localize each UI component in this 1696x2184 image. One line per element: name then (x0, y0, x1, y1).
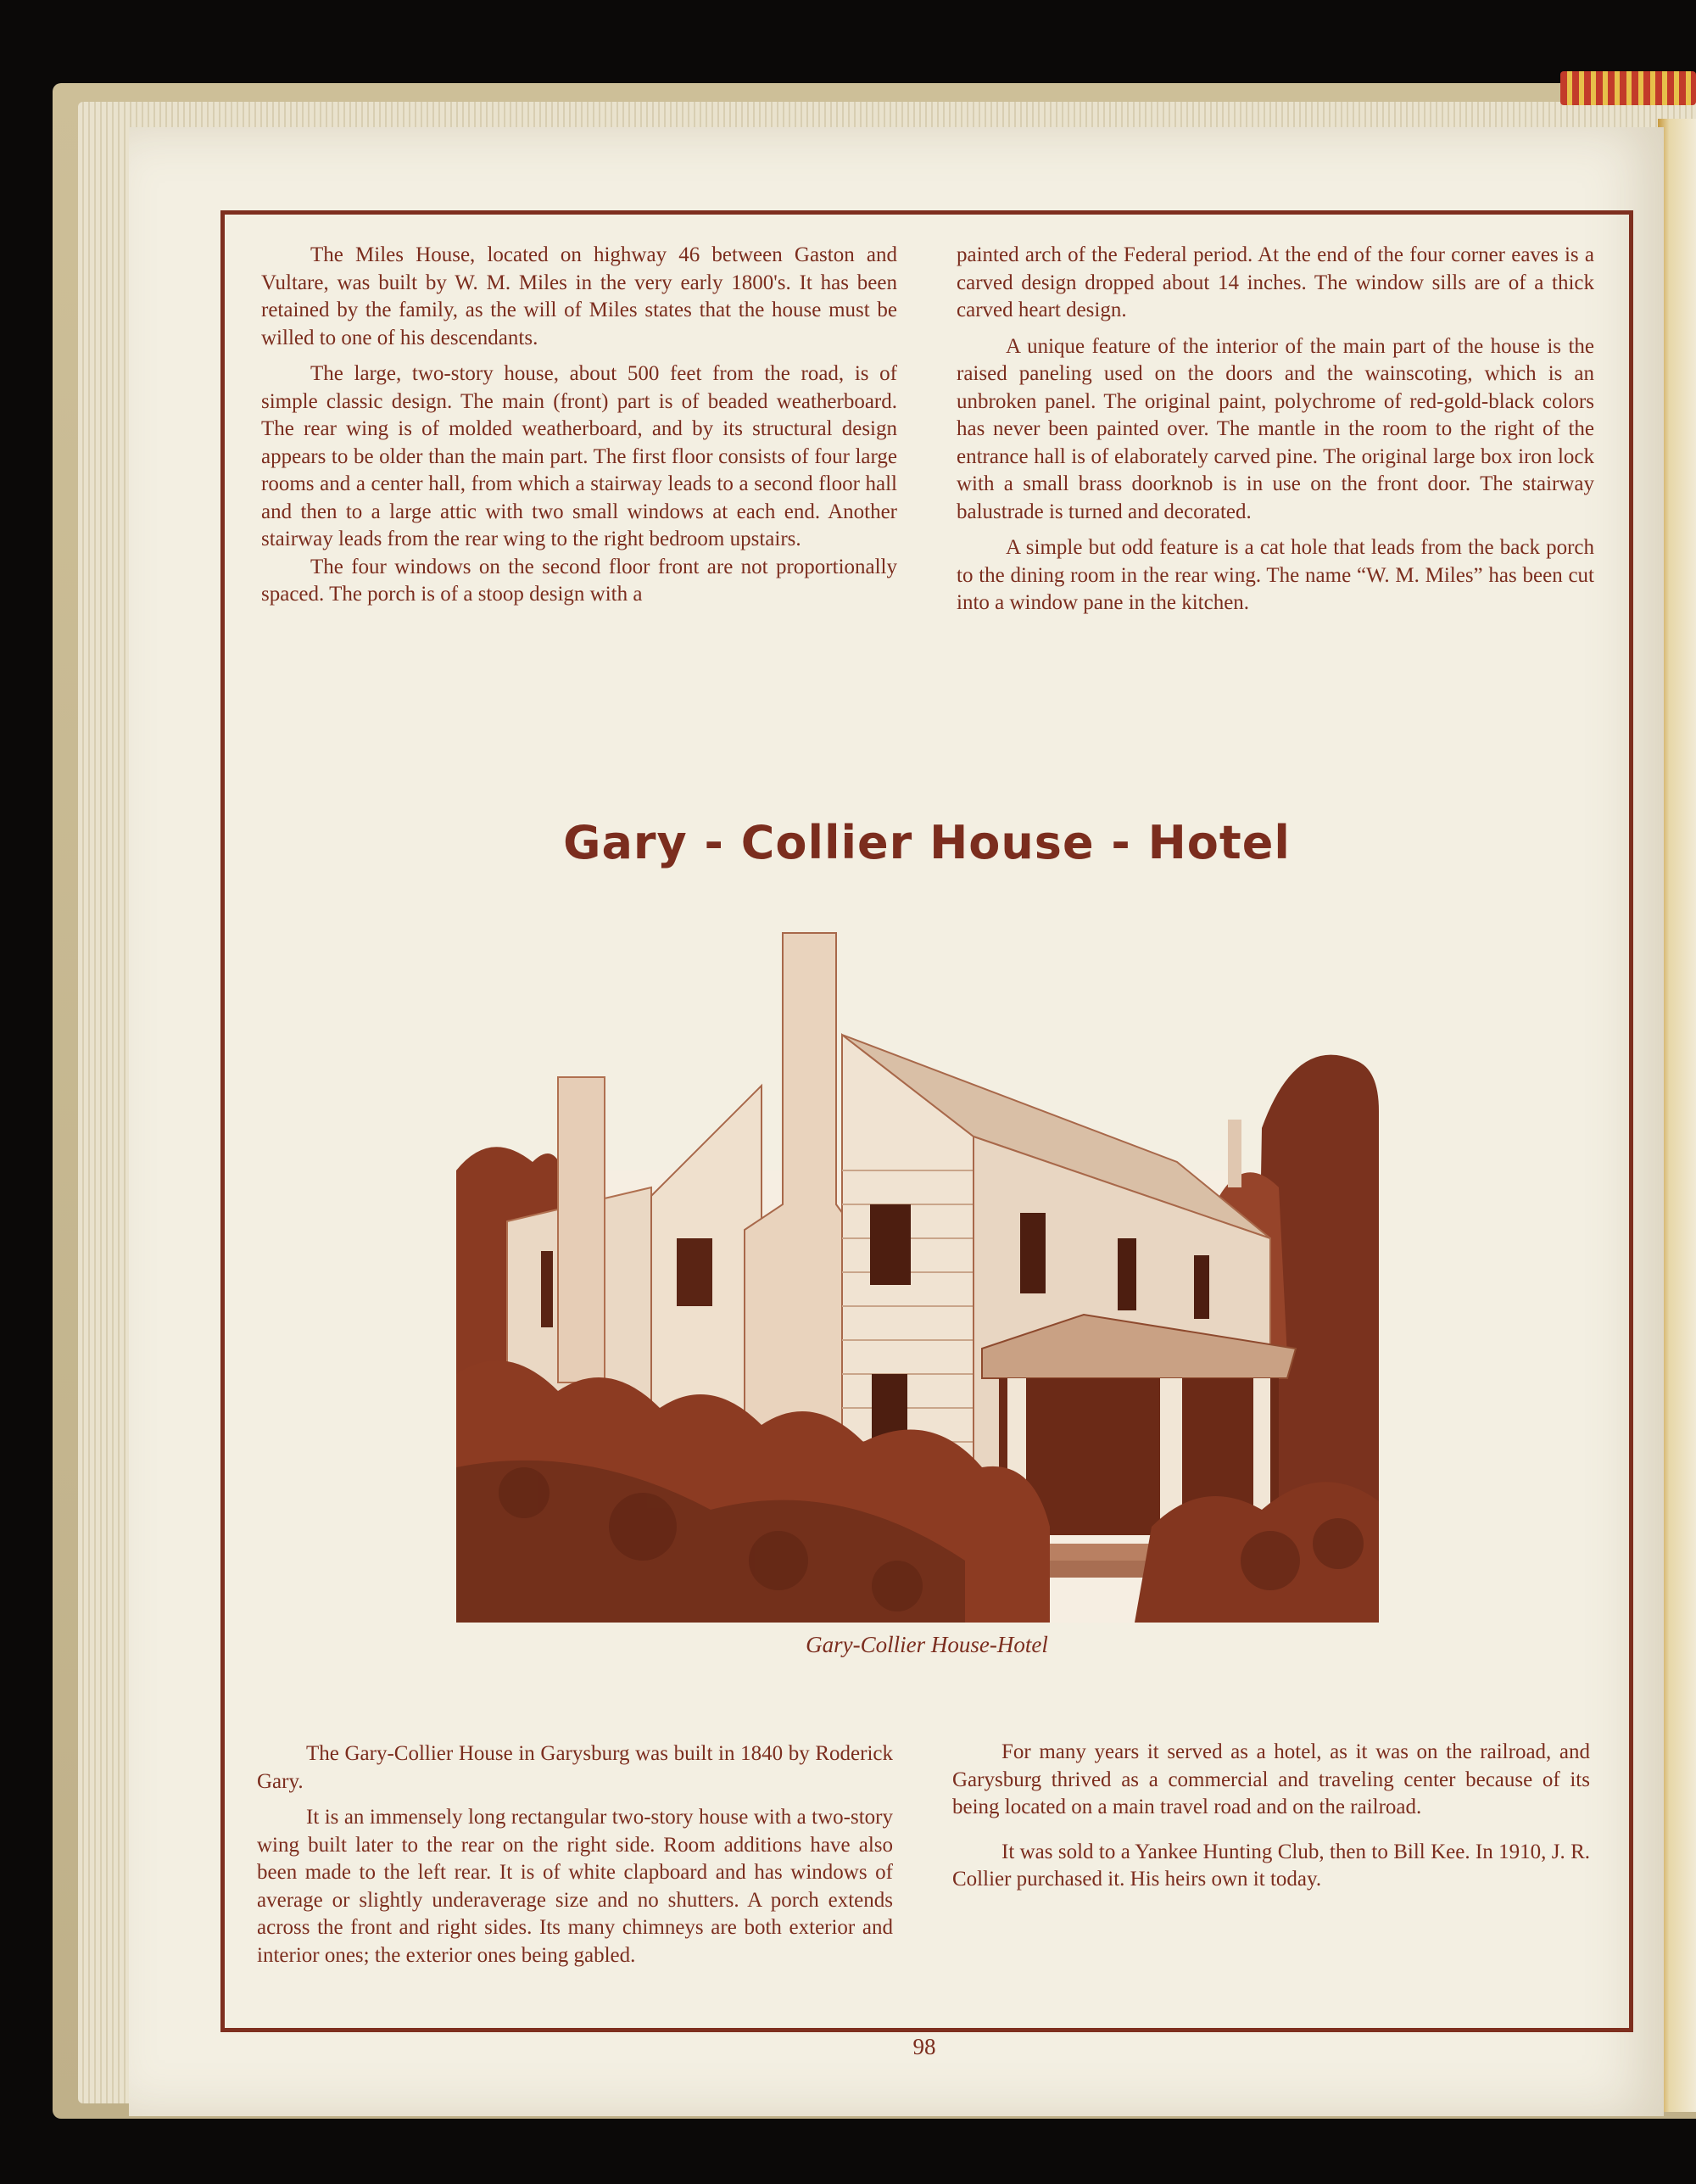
paragraph: The large, two-story house, about 500 feet from the road, is of simple classic design. The main (front) part is of beaded weatherboard. The rear wing is of molded weatherboard, and by its structural design appears to be older than the main part. The first floor consists of four large rooms and a center hall, from which a stairway leads to a second floor hall and then to a large attic with two small windows at each end. Another stairway leads from the rear wing to the right bedroom upstairs. (261, 362, 897, 550)
section-title: Gary - Collier House - Hotel (563, 816, 1291, 869)
paragraph: It was sold to a Yankee Hunting Club, then to Bill Kee. In 1910, J. R. Collier purchased it. His heirs own it today. (952, 1840, 1590, 1891)
paragraph: painted arch of the Federal period. At the end of the four corner eaves is a carved design dropped about 14 inches. The window sills are of a thick carved heart design. (957, 243, 1594, 321)
paragraph: For many years it served as a hotel, as it was on the railroad, and Garysburg thrived as a commercial and traveling center because of its being located on a main travel road and on the railroad. (952, 1740, 1590, 1818)
headband (1560, 71, 1696, 105)
paragraph: The Gary-Collier House in Garysburg was built in 1840 by Roderick Gary. (257, 1742, 893, 1793)
house-photo (456, 916, 1379, 1623)
paragraph: The four windows on the second floor front are not proportionally spaced. The porch is of a stoop design with a (261, 555, 897, 606)
top-right-column (957, 242, 1594, 626)
top-left-column (261, 242, 897, 617)
photo-caption: Gary-Collier House-Hotel (806, 1632, 1048, 1657)
page-number: 98 (912, 2034, 936, 2059)
paragraph: It is an immensely long rectangular two-story house with a two-story wing built later to the rear on the right side. Room additions have also been made to the left rear. It is of white clapboard and has windows of average or slightly underaverage size and no shutters. A porch extends across the front and right sides. Its many chimneys are both exterior and interior ones; the exterior ones being gabled. (257, 1806, 893, 1967)
bottom-left-column (257, 1740, 893, 1978)
bottom-right-column (952, 1739, 1590, 1902)
paragraph: A unique feature of the interior of the main part of the house is the raised paneling used on the doors and the wainscoting, which is an unbroken panel. The original paint, polychrome of red-gold-black colors has never been painted over. The mantle in the room to the right of the entrance hall is of elaborately carved pine. The original large box iron lock with a small brass doorknob is in use on the front door. The stairway balustrade is turned and decorated. (957, 334, 1594, 523)
paragraph: A simple but odd feature is a cat hole that leads from the back porch to the dining room in the rear wing. The name “W. M. Miles” has been cut into a window pane in the kitchen. (957, 536, 1594, 614)
paragraph: The Miles House, located on highway 46 between Gaston and Vultare, was built by W. M. Miles in the very early 1800's. It has been retained by the family, as the will of Miles states that the house must be willed to one of his descendants. (261, 243, 897, 349)
